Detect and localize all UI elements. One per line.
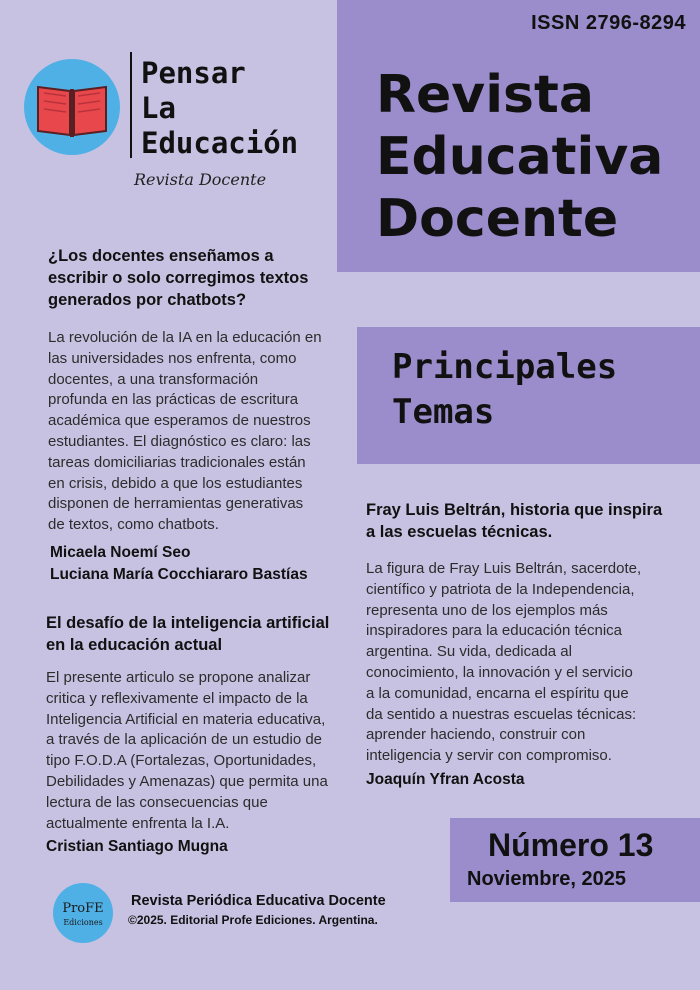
body-line: Debilidades y Amenazas) que permita una: [46, 772, 328, 790]
body-line: representa uno de los ejemplos más: [366, 601, 608, 619]
author-name: Joaquín Yfran Acosta: [366, 771, 525, 788]
journal-title: [376, 64, 696, 250]
author-name: Cristian Santiago Mugna: [46, 838, 228, 855]
logo-wordmark: [141, 56, 298, 161]
themes-line: Temas: [392, 392, 495, 432]
body-line: La figura de Fray Luis Beltrán, sacerdote,: [366, 560, 642, 577]
body-line: estudiantes. El diagnóstico es claro: las: [48, 432, 311, 450]
body-line: inteligencia y servir con compromiso.: [366, 747, 612, 765]
body-line: actualmente enfrenta la I.A.: [46, 814, 230, 832]
body-line: lectura de las consecuencias que: [46, 793, 268, 811]
themes-line: Principales: [392, 347, 618, 387]
body-line: aprender haciendo, construir con: [366, 726, 586, 744]
author-name: Micaela Noemí Seo: [50, 544, 191, 561]
body-line: profunda en las prácticas de escritura: [48, 391, 299, 409]
issn-label: ISSN 2796-8294: [531, 12, 686, 34]
title-line: Docente: [376, 189, 619, 249]
title-line: Educativa: [376, 127, 664, 187]
article-2-body: [46, 668, 346, 834]
body-line: de textos, como chatbots.: [48, 516, 219, 534]
body-line: disponen de herramientas generativas: [48, 495, 304, 513]
heading-line: El desafío de la inteligencia artificial: [46, 614, 330, 632]
body-line: El presente articulo se propone analizar: [46, 669, 311, 686]
body-line: las universidades nos enfrenta, como: [48, 349, 297, 367]
article-1-authors: [50, 542, 350, 586]
body-line: académica que esperamos de nuestros: [48, 412, 311, 430]
logo-line: Pensar: [141, 56, 246, 90]
body-line: inspiradores para la educación técnica: [366, 622, 622, 640]
heading-line: generados por chatbots?: [48, 291, 247, 309]
article-3-author: [366, 769, 524, 791]
article-1-body: [48, 328, 338, 536]
logo-subtitle: Revista Docente: [134, 170, 267, 189]
body-line: Inteligencia Artificial en materia educativa,: [46, 710, 326, 728]
heading-line: en la educación actual: [46, 636, 223, 654]
body-line: da sentido a nuestras escuelas técnicas:: [366, 705, 637, 723]
body-line: critica y reflexivamente el impacto de la: [46, 689, 308, 707]
body-line: argentina. Su vida, dedicada al: [366, 643, 572, 661]
article-2-author: [46, 836, 228, 858]
body-line: científico y patriota de la Independencia,: [366, 580, 635, 598]
body-line: tareas domiciliarias tradicionales están: [48, 453, 306, 471]
body-line: tipo F.O.D.A (Fortalezas, Oportunidades,: [46, 752, 317, 770]
publisher-logo-text: ProFE: [62, 901, 104, 916]
issue-date: Noviembre, 2025: [467, 868, 626, 890]
logo-line: Educación: [141, 126, 299, 160]
body-line: La revolución de la IA en la educación en: [48, 329, 322, 346]
publisher-logo-text: Ediciones: [63, 918, 103, 927]
logo-line: La: [141, 91, 176, 125]
book-logo-icon: [24, 59, 120, 155]
open-book-icon: [24, 59, 120, 155]
heading-line: ¿Los docentes enseñamos a: [48, 247, 274, 265]
article-3-heading[interactable]: [366, 499, 686, 543]
issue-number: Número 13: [488, 827, 654, 863]
heading-line: escribir o solo corregimos textos: [48, 269, 309, 287]
publisher-logo: [53, 883, 113, 943]
heading-line: a las escuelas técnicas.: [366, 523, 553, 541]
heading-line: Fray Luis Beltrán, historia que inspira: [366, 501, 663, 519]
body-line: a la comunidad, encarna el espíritu que: [366, 684, 629, 702]
body-line: a través de la aplicación de un estudio de: [46, 731, 323, 749]
copyright-notice: ©2025. Editorial Profe Ediciones. Argentina.: [128, 913, 378, 927]
themes-title: [392, 345, 692, 435]
publisher-name: Revista Periódica Educativa Docente: [131, 893, 386, 909]
body-line: docentes, a una transformación: [48, 370, 259, 388]
article-2-heading[interactable]: [46, 612, 346, 656]
title-line: Revista: [376, 65, 594, 125]
body-line: en crisis, debido a que los estudiantes: [48, 474, 303, 492]
article-3-body: [366, 559, 682, 767]
body-line: conocimiento, la innovación y el servicio: [366, 663, 633, 681]
logo-divider: [130, 52, 132, 158]
author-name: Luciana María Cocchiararo Bastías: [50, 566, 308, 583]
publisher-logo-icon: [53, 883, 113, 943]
article-1-heading[interactable]: [48, 245, 338, 311]
